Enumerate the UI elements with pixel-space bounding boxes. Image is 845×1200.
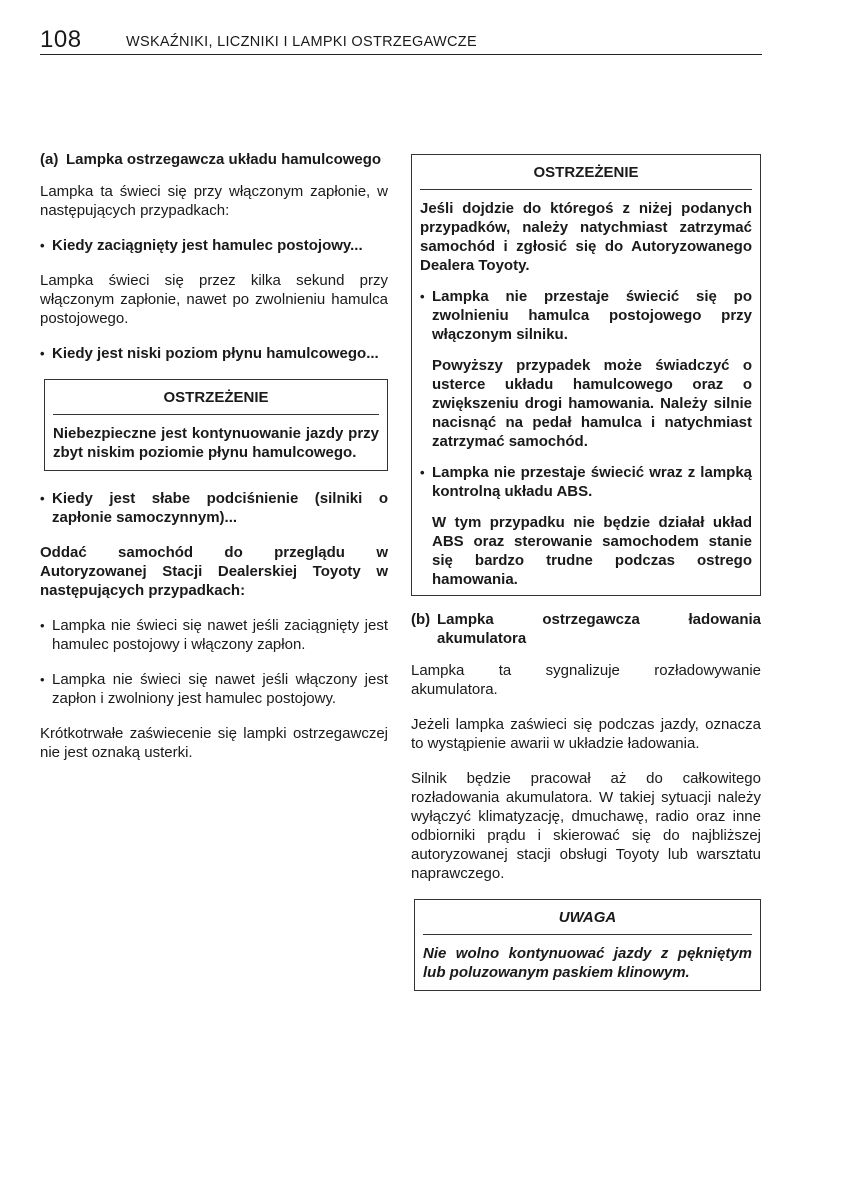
notice-box: [414, 899, 761, 991]
bullet-item: [40, 489, 388, 527]
bullet-icon: •: [420, 465, 425, 480]
bullet-item: [420, 287, 752, 344]
bullet-text: Lampka nie świeci się nawet jeśli zaciągnięty jest hamulec postojowy i włączony zapłon.: [52, 617, 388, 653]
bullet-item: [420, 463, 752, 501]
warning-box: [44, 379, 388, 471]
bullet-icon: •: [40, 672, 45, 687]
right-column: [411, 154, 761, 1009]
warning-box: [411, 154, 761, 596]
paragraph: Lampka ta świeci się przy włączonym zapłonie, w następujących przypadkach:: [40, 183, 388, 219]
paragraph: Jeżeli lampka zaświeci się podczas jazdy, oznacza to wystąpienie awarii w układzie ładowania.: [411, 716, 761, 752]
bullet-item: [40, 670, 388, 708]
section-a-title: Lampka ostrzegawcza układu hamulcowego: [66, 151, 382, 168]
section-a-label: (a): [40, 151, 59, 168]
bullet-icon: •: [40, 491, 45, 506]
warning-subtext: W tym przypadku nie będzie działał układ ABS oraz sterowanie samochodem stanie się bardzo trudne podczas ostrego hamowania.: [432, 514, 752, 588]
bullet-text: Kiedy jest niski poziom płynu hamulcowego...: [52, 345, 379, 362]
paragraph: Krótkotrwałe zaświecenie się lampki ostrzegawczej nie jest oznaką usterki.: [40, 725, 388, 761]
paragraph: Lampka świeci się przez kilka sekund przy włączonym zapłonie, nawet po zwolnieniu hamulca postojowego.: [40, 272, 388, 327]
bullet-text: Kiedy jest słabe podciśnienie (silniki o zapłonie samoczynnym)...: [52, 490, 388, 526]
bullet-item: [40, 236, 388, 255]
bullet-text: Lampka nie przestaje świecić wraz z lampką kontrolną układu ABS.: [432, 464, 752, 500]
page-number: 108: [40, 26, 82, 53]
warning-intro: Jeśli dojdzie do któregoś z niżej podanych przypadków, należy natychmiast zatrzymać samochód i zgłosić się do Autoryzowanego Dealera Toyoty.: [420, 200, 752, 274]
left-column: [40, 150, 388, 778]
bullet-text: Kiedy zaciągnięty jest hamulec postojowy...: [52, 237, 363, 254]
warning-text: Niebezpieczne jest kontynuowanie jazdy przy zbyt niskim poziomie płynu hamulcowego.: [53, 425, 379, 461]
bullet-icon: •: [40, 618, 45, 633]
chapter-title: WSKAŹNIKI, LICZNIKI I LAMPKI OSTRZEGAWCZE: [126, 34, 477, 50]
section-a-heading: [40, 150, 388, 169]
bullet-text: Lampka nie świeci się nawet jeśli włączony jest zapłon i zwolniony jest hamulec postojowy.: [52, 671, 388, 707]
bullet-item: [40, 616, 388, 654]
warning-title: OSTRZEŻENIE: [53, 386, 379, 415]
bullet-text: Lampka nie przestaje świecić się po zwolnieniu hamulca postojowego przy włączonym silniku.: [432, 288, 752, 343]
bullet-item: [40, 344, 388, 363]
section-b-label: (b): [411, 611, 431, 628]
page-header: [40, 28, 762, 55]
warning-subtext: Powyższy przypadek może świadczyć o usterce układu hamulcowego oraz o zwiększeniu drogi hamowania. Należy silnie nacisnąć na pedał hamulca i natychmiast zatrzymać samochód.: [432, 357, 752, 450]
bullet-icon: •: [40, 346, 45, 361]
warning-title: OSTRZEŻENIE: [420, 161, 752, 190]
notice-text: Nie wolno kontynuować jazdy z pękniętym lub poluzowanym paskiem klinowym.: [423, 945, 752, 981]
paragraph: Oddać samochód do przeglądu w Autoryzowanej Stacji Dealerskiej Toyoty w następujących przypadkach:: [40, 544, 388, 599]
paragraph: Silnik będzie pracował aż do całkowitego rozładowania akumulatora. W takiej sytuacji należy wyłączyć klimatyzację, dmuchawę, radio oraz inne odbiorniki prądu i skierować się do najbliższej autoryzowanej stacji obsługi Toyoty lub warsztatu naprawczego.: [411, 770, 761, 882]
section-b-title: Lampka ostrzegawcza ładowania akumulatora: [437, 611, 761, 647]
section-b-heading: [411, 610, 761, 648]
paragraph: Lampka ta sygnalizuje rozładowywanie akumulatora.: [411, 662, 761, 698]
bullet-icon: •: [40, 238, 45, 253]
notice-title: UWAGA: [423, 906, 752, 935]
bullet-icon: •: [420, 289, 425, 304]
